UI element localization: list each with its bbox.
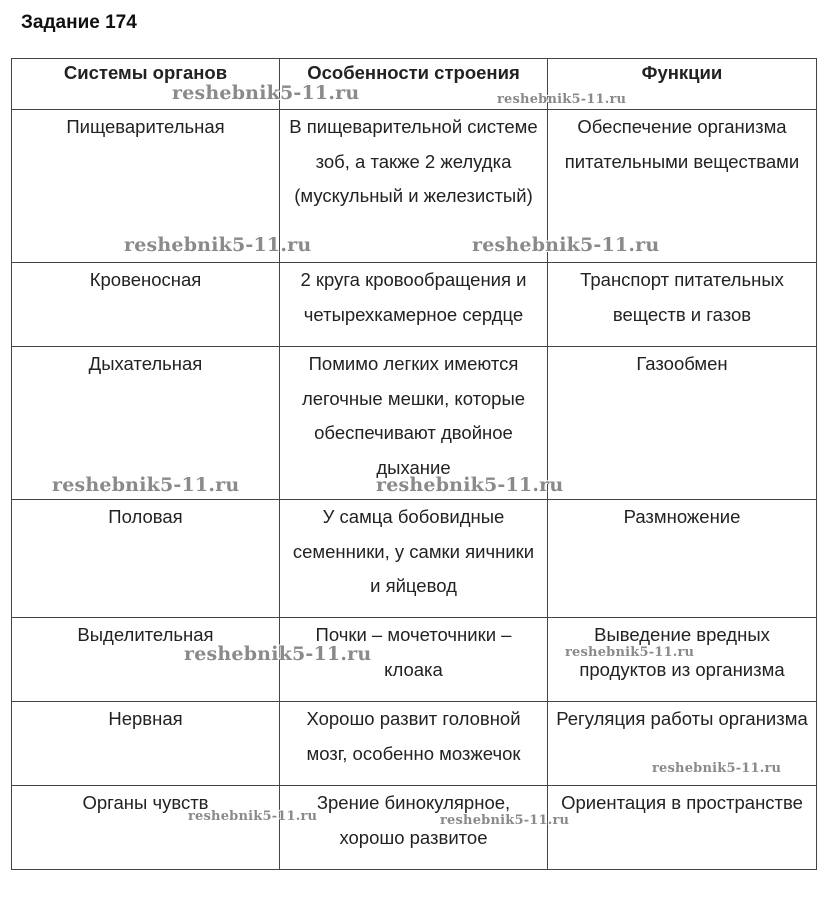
cell-structure: Помимо легких имеются легочные мешки, которые обеспечивают двойное дыхание [280,347,548,500]
table-header-row [12,59,817,110]
header-structure: Особенности строения [280,59,548,110]
watermark: reshebnik5-11.ru [652,761,782,776]
cell-structure: Хорошо развит головной мозг, особенно мозжечок [280,702,548,786]
table-row [12,702,817,786]
watermark: reshebnik5-11.ru [188,809,318,824]
cell-structure: 2 круга кровообращения и четырехкамерное сердце [280,263,548,347]
watermark: reshebnik5-11.ru [124,234,312,256]
cell-structure: В пищеварительной системе зоб, а также 2 желудка (мускульный и железистый) [280,110,548,263]
header-systems: Системы органов [12,59,280,110]
cell-system: Пищеварительная [12,110,280,263]
cell-system: Выделительная [12,618,280,702]
cell-structure: Зрение бинокулярное, хорошо развитое [280,786,548,870]
cell-function: Газообмен [548,347,817,500]
table-row [12,110,817,263]
watermark: reshebnik5-11.ru [497,92,627,107]
watermark: reshebnik5-11.ru [565,645,695,660]
table-row [12,347,817,500]
cell-function: Регуляция работы организма [548,702,817,786]
watermark: reshebnik5-11.ru [52,474,240,496]
cell-function: Ориентация в пространстве [548,786,817,870]
cell-system: Кровеносная [12,263,280,347]
watermark: reshebnik5-11.ru [440,813,570,828]
cell-function: Выведение вредных продуктов из организма [548,618,817,702]
watermark: reshebnik5-11.ru [472,234,660,256]
cell-system: Органы чувств [12,786,280,870]
table-row [12,500,817,618]
watermark: reshebnik5-11.ru [184,643,372,665]
cell-function: Транспорт питательных веществ и газов [548,263,817,347]
table-row [12,786,817,870]
table-row [12,618,817,702]
page-title: Задание 174 [21,12,137,33]
cell-system: Нервная [12,702,280,786]
organ-systems-table [11,58,817,870]
header-functions: Функции [548,59,817,110]
cell-structure: Почки – мочеточники – клоака [280,618,548,702]
table-row [12,263,817,347]
cell-function: Размножение [548,500,817,618]
cell-system: Половая [12,500,280,618]
watermark: reshebnik5-11.ru [172,82,360,104]
cell-structure: У самца бобовидные семенники, у самки яичники и яйцевод [280,500,548,618]
watermark: reshebnik5-11.ru [376,474,564,496]
cell-function: Обеспечение организма питательными веществами [548,110,817,263]
cell-system: Дыхательная [12,347,280,500]
